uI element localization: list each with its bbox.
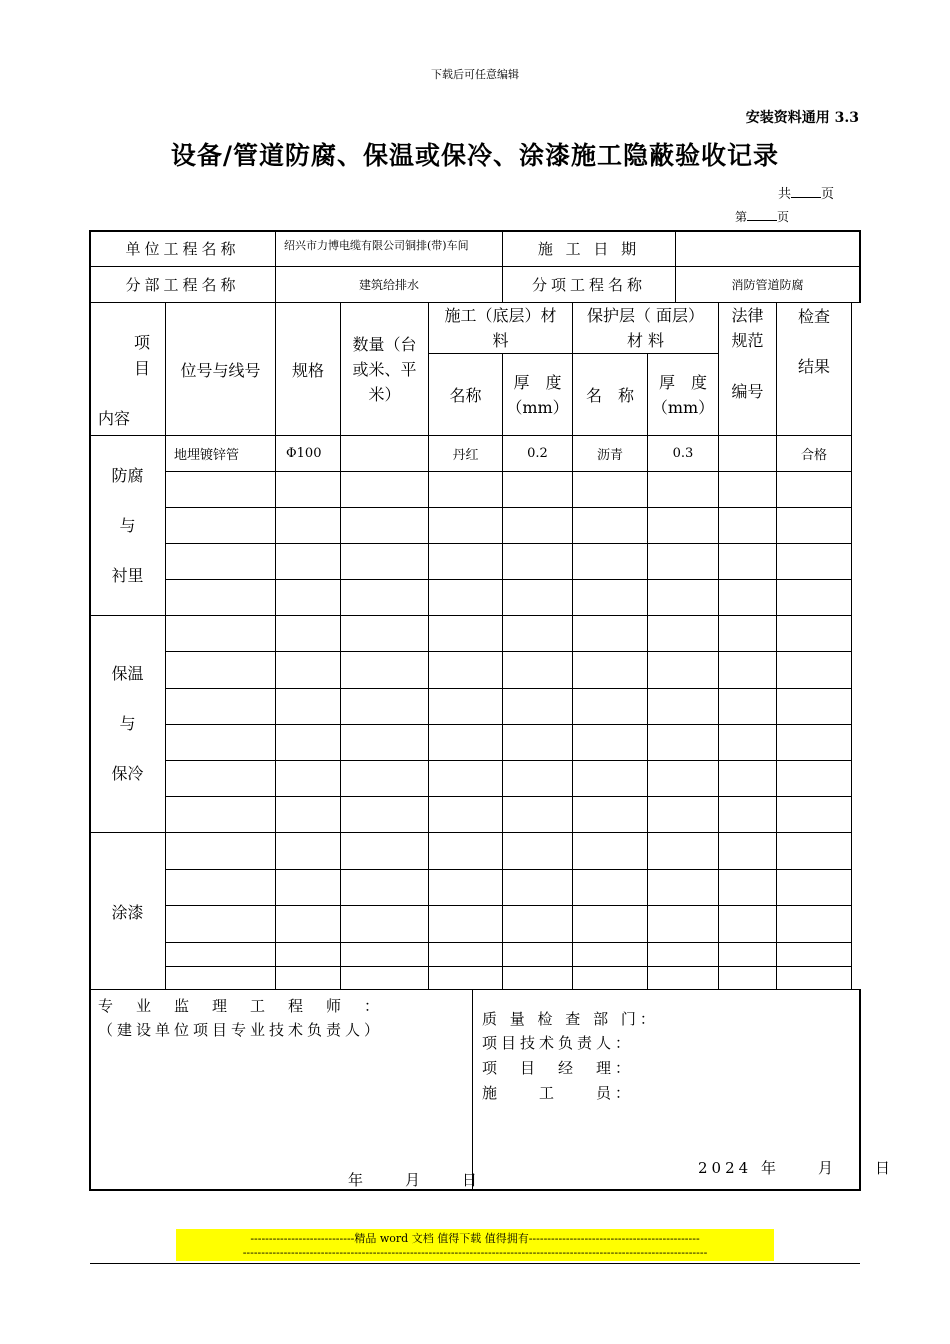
construction-date-label: 施 工 日 期 <box>537 240 641 258</box>
header-base-name: 名称 <box>449 386 482 405</box>
construction-date-value[interactable] <box>676 231 859 266</box>
table-line <box>165 579 852 580</box>
supervisor-sublabel: （建设单位项目专业技术负责人） <box>98 1021 384 1039</box>
header-spec: 规格 <box>291 360 324 380</box>
supervisor-label: 专 业 监 理 工 程 师 ： <box>98 997 384 1015</box>
total-pages-prefix: 共 <box>778 187 792 202</box>
table-border-right-top <box>859 230 861 302</box>
row-protect-thickness[interactable]: 0.3 <box>672 446 694 461</box>
top-note: 下载后可任意编辑 <box>431 68 519 81</box>
table-border-right <box>851 302 852 989</box>
project-manager-label: 项 目 经 理： <box>482 1059 635 1077</box>
header-base-material: 施工（底层）材料 <box>444 306 557 350</box>
unit-project-value[interactable]: 绍兴市力博电缆有限公司铜排(带)车间 <box>284 239 469 252</box>
table-line <box>165 905 852 906</box>
table-line <box>165 869 852 870</box>
section-insulation <box>90 616 165 832</box>
total-pages-suffix: 页 <box>821 187 835 202</box>
contractor-date[interactable]: 2024 年 月 日 <box>698 1159 894 1177</box>
table-line <box>89 832 852 833</box>
table-line <box>165 651 852 652</box>
division-value[interactable]: 建筑给排水 <box>358 278 419 292</box>
table-line <box>165 543 852 544</box>
table-line <box>472 989 473 1189</box>
table-line <box>165 507 852 508</box>
current-page <box>735 208 789 225</box>
table-line <box>165 966 852 967</box>
table-line <box>89 615 852 616</box>
table-line <box>165 942 852 943</box>
page-blank[interactable] <box>747 208 777 221</box>
table-line <box>165 760 852 761</box>
form-code: 安装资料通用 3.3 <box>745 110 859 126</box>
row-base-thickness[interactable]: 0.2 <box>527 446 548 461</box>
header-item-2: 目 <box>134 359 151 378</box>
quality-dept-label: 质 量 检 查 部 门： <box>482 1010 659 1028</box>
header-law: 法律规范 <box>731 306 764 350</box>
header-base-thickness: 厚 度（mm） <box>506 372 569 417</box>
row-law[interactable] <box>719 436 776 471</box>
supervisor-date[interactable]: 年 月 日 <box>348 1171 482 1189</box>
section-anticorrosion-2: 与 <box>119 515 136 535</box>
subitem-value[interactable]: 消防管道防腐 <box>731 278 804 292</box>
total-pages <box>778 183 834 202</box>
row-position[interactable]: 地埋镀锌管 <box>174 448 240 463</box>
header-result-2: 结果 <box>797 357 830 376</box>
header-law-number: 编号 <box>731 382 764 401</box>
table-line <box>165 688 852 689</box>
table-line <box>165 796 852 797</box>
table-line <box>165 471 852 472</box>
section-anticorrosion-3: 衬里 <box>111 565 144 585</box>
header-protect-name: 名 称 <box>585 386 634 405</box>
subitem-label: 分项工程名称 <box>531 276 646 294</box>
section-anticorrosion-1: 防腐 <box>111 465 144 485</box>
row-protect-name[interactable]: 沥青 <box>596 448 623 463</box>
header-item-1: 项 <box>134 333 151 352</box>
page-title: 设备/管道防腐、保温或保冷、涂漆施工隐蔽验收记录 <box>170 141 780 170</box>
header-protect-thickness: 厚 度（mm） <box>651 372 715 417</box>
tech-lead-label: 项目技术负责人： <box>482 1034 635 1052</box>
section-insulation-2: 与 <box>119 714 136 733</box>
footer-promo-line: ----------------------------精品 word 文档 值得下载 值得拥有---------------------------------------------- <box>250 1232 700 1245</box>
section-insulation-3: 保冷 <box>111 764 144 783</box>
section-insulation-1: 保温 <box>111 664 144 683</box>
row-result[interactable]: 合格 <box>800 448 827 463</box>
page-suffix: 页 <box>777 210 790 224</box>
page-prefix: 第 <box>735 210 748 224</box>
footer-dash-line: ----------------------------------------------------------------------------------------------------------------------------- <box>242 1246 708 1259</box>
header-quantity: 数量（台或米、平米） <box>352 334 417 404</box>
header-result: 检查 <box>797 307 830 326</box>
row-base-name[interactable]: 丹红 <box>452 448 479 463</box>
header-protect-material: 保护层（ 面层）材 料 <box>586 306 705 350</box>
row-spec[interactable]: Φ100 <box>286 446 322 461</box>
constructor-label: 施 工 员： <box>482 1084 635 1102</box>
header-item-3: 内容 <box>98 409 131 428</box>
table-line <box>718 302 719 989</box>
table-line <box>165 724 852 725</box>
unit-project-label: 单位工程名称 <box>125 240 240 258</box>
footer-rule <box>90 1263 860 1264</box>
header-position: 位号与线号 <box>180 360 261 380</box>
section-painting: 涂漆 <box>111 902 144 922</box>
total-pages-blank[interactable] <box>791 185 821 198</box>
row-quantity[interactable] <box>341 436 428 471</box>
section-anticorrosion <box>90 436 165 615</box>
division-label: 分部工程名称 <box>125 276 240 294</box>
table-line <box>776 302 777 989</box>
table-line <box>89 989 861 990</box>
